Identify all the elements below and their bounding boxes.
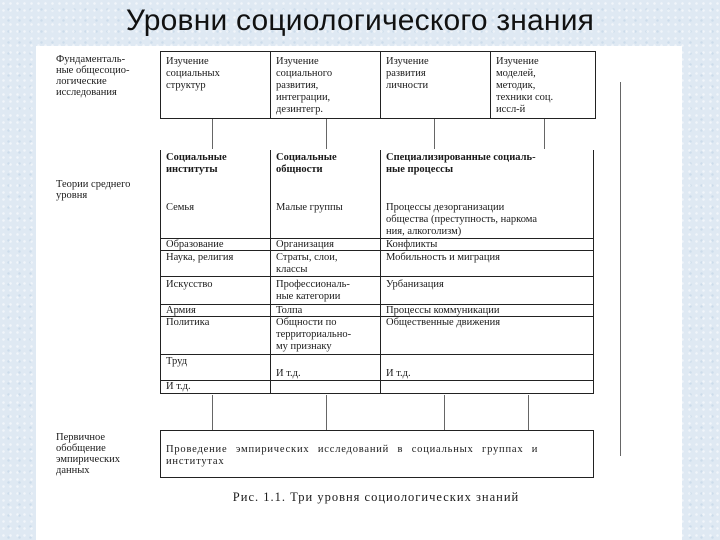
slide-title: Уровни социологического знания <box>125 4 595 37</box>
top-table-cell: Изучение социального развития, интеграции, дезинтегр. <box>276 56 333 115</box>
middle-table-row-line <box>160 380 594 381</box>
scanned-figure <box>36 46 682 540</box>
middle-table-cell: Урбанизация <box>386 279 444 290</box>
middle-table-bottom-border <box>160 393 594 394</box>
middle-table-cell: И т.д. <box>166 381 191 392</box>
connector-line <box>444 395 445 431</box>
connector-line <box>544 119 545 149</box>
middle-table-cell: И т.д. <box>276 368 301 379</box>
middle-table-row-line <box>160 250 594 251</box>
middle-table-cell: Общественные движения <box>386 317 501 328</box>
connector-line <box>212 395 213 431</box>
connector-line <box>326 119 327 149</box>
bottom-box-text: Проведение эмпирических исследований в социальных группах и институтах <box>166 444 539 467</box>
middle-table-divider <box>270 150 271 394</box>
middle-table-cell: Процессы дезорганизации общества (преступность, наркома ния, алкоголизм) <box>386 202 538 237</box>
middle-table-cell: Искусство <box>166 279 213 290</box>
middle-table-cell: Политика <box>166 317 210 328</box>
middle-table-cell: Общности по территориально- му признаку <box>276 317 352 352</box>
middle-table-cell: Страты, слои, классы <box>276 252 338 275</box>
middle-table-cell: Процессы коммуникации <box>386 305 500 316</box>
top-table-cell: Изучение моделей, методик, техники соц. иссл-й <box>496 56 554 115</box>
middle-table-header: Социальные общности <box>276 152 337 175</box>
middle-table-cell: Мобильность и миграция <box>386 252 500 263</box>
middle-table-cell: Армия <box>166 305 196 316</box>
middle-table-cell: Толпа <box>276 305 303 316</box>
middle-table-left-border <box>160 150 161 394</box>
middle-table-cell: Организация <box>276 239 334 250</box>
middle-table-cell: Семья <box>166 202 195 213</box>
middle-table-cell: Конфликты <box>386 239 438 250</box>
middle-table-cell: Образование <box>166 239 224 250</box>
level-label-middle: Теории среднего уровня <box>56 179 131 201</box>
top-table-divider <box>490 51 491 119</box>
middle-table-cell: Малые группы <box>276 202 343 213</box>
middle-table-row-line <box>160 276 594 277</box>
middle-table-cell: Профессиональ- ные категории <box>276 279 350 302</box>
connector-line <box>528 395 529 431</box>
middle-table-divider <box>380 150 381 394</box>
connector-line <box>434 119 435 149</box>
middle-table-cell: И т.д. <box>386 368 411 379</box>
top-table-cell: Изучение социальных структур <box>166 56 220 91</box>
middle-table-cell: Наука, религия <box>166 252 234 263</box>
figure-caption: Рис. 1.1. Три уровня социологических знаний <box>232 490 520 504</box>
middle-table-row-line <box>160 316 594 317</box>
level-label-primary: Первичное обобщение эмпирических данных <box>56 432 120 476</box>
middle-table-right-border <box>593 150 594 394</box>
top-table-divider <box>270 51 271 119</box>
top-table-divider <box>380 51 381 119</box>
middle-table-header: Специализированные социаль- ные процессы <box>386 152 536 175</box>
top-table-cell: Изучение развития личности <box>386 56 429 91</box>
right-bracket-line <box>620 82 621 456</box>
middle-table-row-line <box>160 304 594 305</box>
level-label-fundamental: Фундаменталь- ные общесоцио- логические исследования <box>56 54 130 98</box>
middle-table-row-line <box>160 238 594 239</box>
middle-table-cell: Труд <box>166 356 188 367</box>
middle-table-row-line <box>160 354 594 355</box>
connector-line <box>212 119 213 149</box>
connector-line <box>326 395 327 431</box>
middle-table-header: Социальные институты <box>166 152 227 175</box>
